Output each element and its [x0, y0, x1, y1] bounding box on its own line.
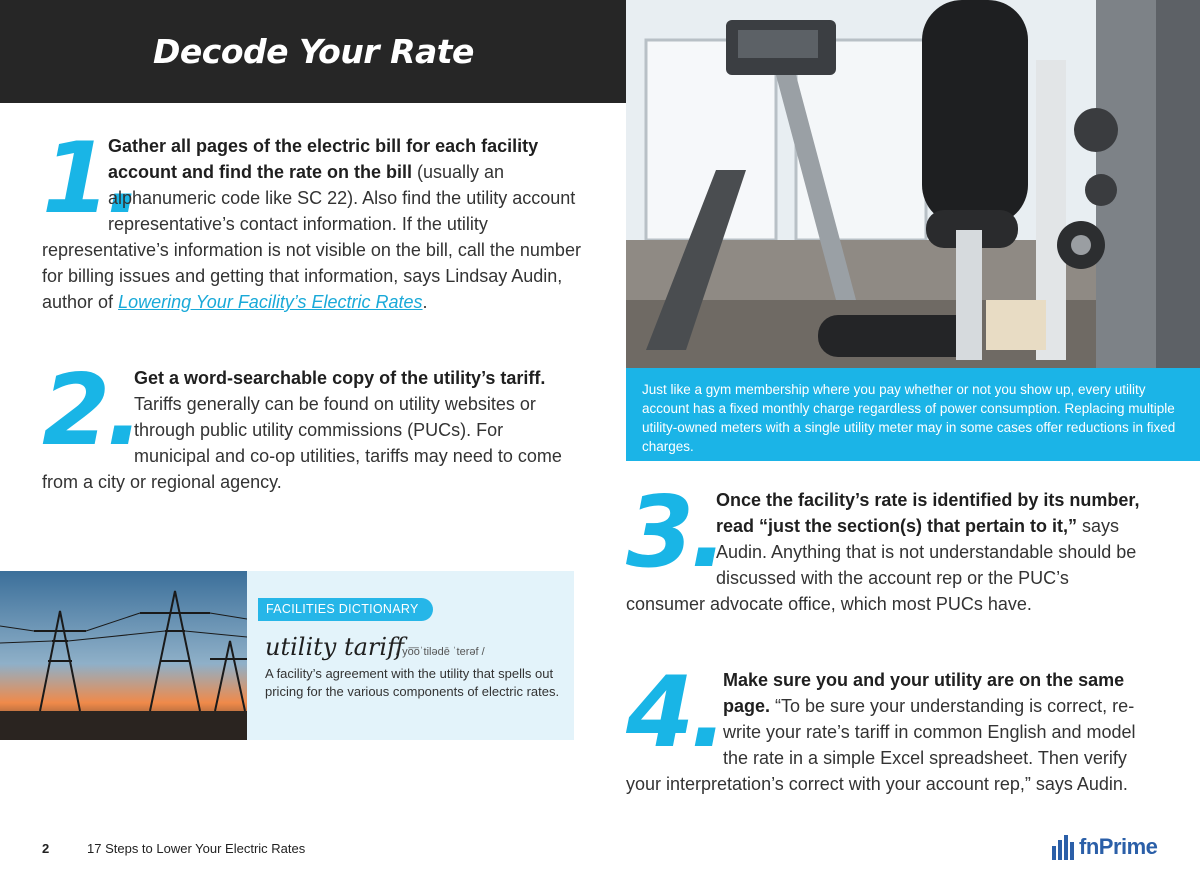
- step-number: 2.: [42, 354, 140, 468]
- page-number: 2: [42, 841, 50, 856]
- step-end: .: [422, 292, 428, 312]
- step-number: 3.: [626, 476, 724, 590]
- footer-title: 17 Steps to Lower Your Electric Rates: [87, 841, 306, 856]
- gym-photo: [626, 0, 1200, 368]
- step-heading: Once the facility’s rate is identified by its number, read “just the section(s) that pertain to it,”: [716, 490, 1140, 536]
- step-3: [626, 476, 1146, 617]
- power-towers-image: [0, 571, 247, 740]
- step-number: 1.: [42, 122, 140, 236]
- gym-image: [626, 0, 1200, 368]
- gym-caption: Just like a gym membership where you pay whether or not you show up, every utility account has a fixed monthly charge regardless of power consumption. Replacing multiple utility-owned meters with a single utility meter may in some cases offer reductions in fixed charges.: [626, 368, 1200, 461]
- step-body: Tariffs generally can be found on utility websites or through public utility commissions (PUCs). For municipal and co-op utilities, tariffs may need to come from a city or regional agency.: [42, 394, 562, 492]
- step-heading: Get a word-searchable copy of the utility’s tariff.: [134, 368, 546, 388]
- step-body: “To be sure your understanding is correct, re-write your rate’s tariff in common English and model the rate in a simple Excel spreadsheet. Then verify your interpretation’s correct with your account rep,” says Audin.: [626, 696, 1136, 794]
- page-title: Decode Your Rate: [153, 32, 474, 71]
- step-heading: Make sure you and your utility are on the same page.: [723, 670, 1125, 716]
- step-heading: Gather all pages of the electric bill for each facility account and find the rate on the bill: [108, 136, 539, 182]
- step-4: [626, 656, 1146, 797]
- title-bar: [0, 0, 626, 103]
- step-2: [42, 354, 582, 495]
- dictionary-definition: A facility’s agreement with the utility that spells out pricing for the various components of electric rates.: [265, 666, 560, 699]
- step-body: (usually an alphanumeric code like SC 22). Also find the utility account representative’s contact information. If the utility representative’s information is not visible on the bill, call the number for billing issues and getting that information, says Lindsay Audin, author of: [42, 162, 581, 312]
- dictionary-box: [0, 571, 574, 740]
- book-link[interactable]: Lowering Your Facility’s Electric Rates: [118, 292, 423, 312]
- dictionary-tag: FACILITIES DICTIONARY: [258, 598, 433, 621]
- step-number: 4.: [626, 656, 724, 770]
- dictionary-term: utility tariff: [265, 633, 405, 661]
- dictionary-pronunciation: / yo͞oˈtilədē ˈterəf /: [396, 646, 485, 658]
- step-body: says Audin. Anything that is not understandable should be discussed with the account rep or the PUC’s consumer advocate office, which most PUCs have.: [626, 516, 1137, 614]
- step-1: [42, 122, 602, 315]
- logo-text: fnPrime: [1079, 834, 1158, 859]
